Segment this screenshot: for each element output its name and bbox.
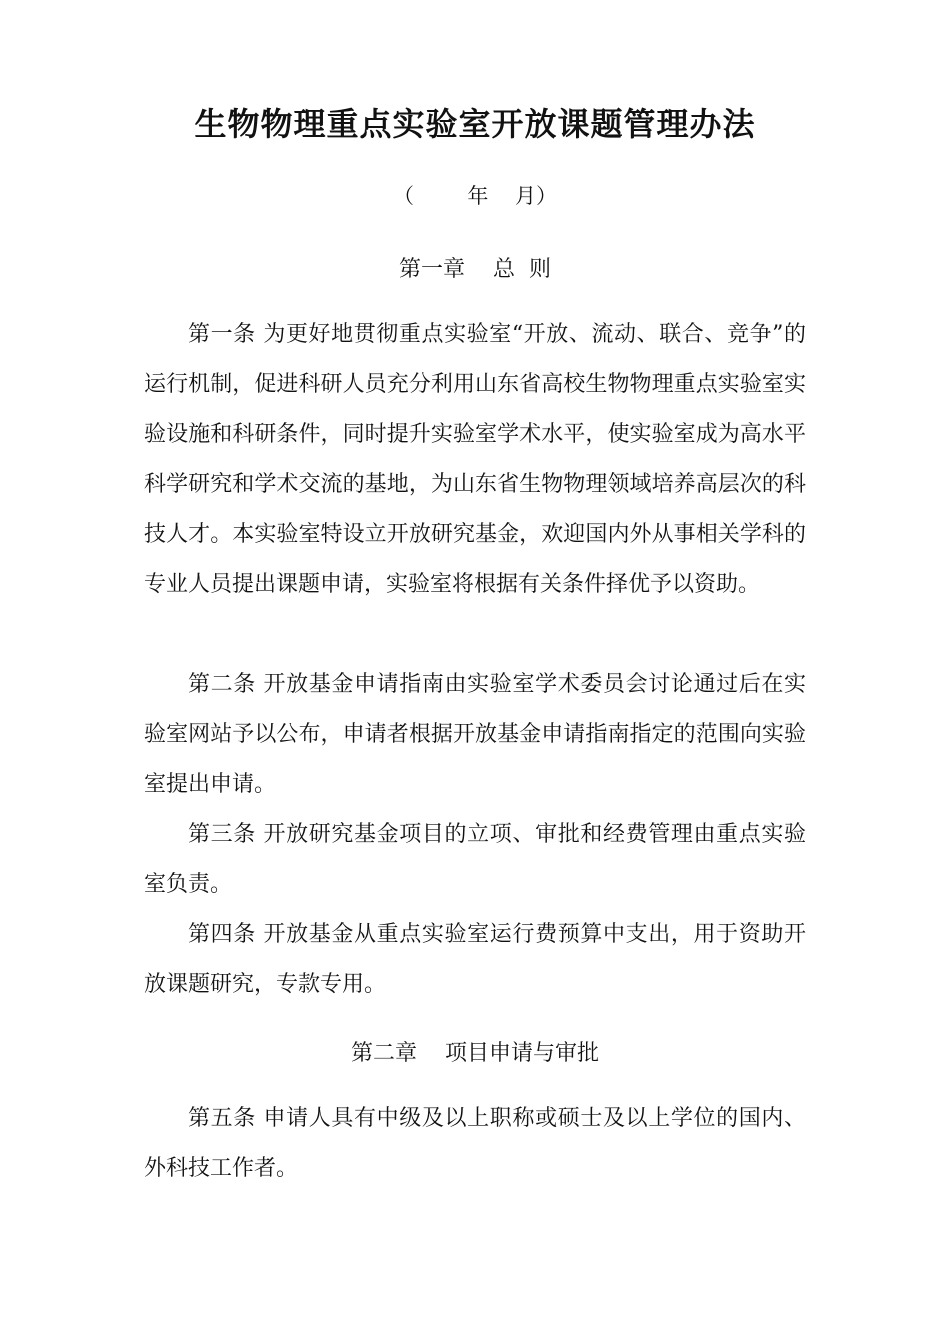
document-title: 生物物理重点实验室开放课题管理办法: [194, 105, 756, 143]
article-2: 第二条 开放基金申请指南由实验室学术委员会讨论通过后在实验室网站予以公布，申请者根据开放基金申请指南指定的范围向实验室提出申请。: [144, 672, 806, 797]
chapter-1-heading: 第一章 总 则: [399, 257, 551, 282]
chapter-2-heading: 第二章 项目申请与审批: [351, 1041, 599, 1066]
article-5: 第五条 申请人具有中级及以上职称或硕士及以上学位的国内、外科技工作者。: [144, 1106, 806, 1181]
article-1: 第一条 为更好地贯彻重点实验室“开放、流动、联合、竞争”的运行机制，促进科研人员充分利用山东省高校生物物理重点实验室实验设施和科研条件，同时提升实验室学术水平，使实验室成为高水平科学研究和学术交流的基地，为山东省生物物理领域培养高层次的科技人才。本实验室特设立开放研究基金，欢迎国内外从事相关学科的专业人员提出课题申请，实验室将根据有关条件择优予以资助。: [144, 322, 806, 597]
article-4: 第四条 开放基金从重点实验室运行费预算中支出，用于资助开放课题研究，专款专用。: [144, 922, 806, 997]
article-3: 第三条 开放研究基金项目的立项、审批和经费管理由重点实验室负责。: [144, 822, 806, 897]
date-line: （ 年 月）: [392, 184, 558, 208]
